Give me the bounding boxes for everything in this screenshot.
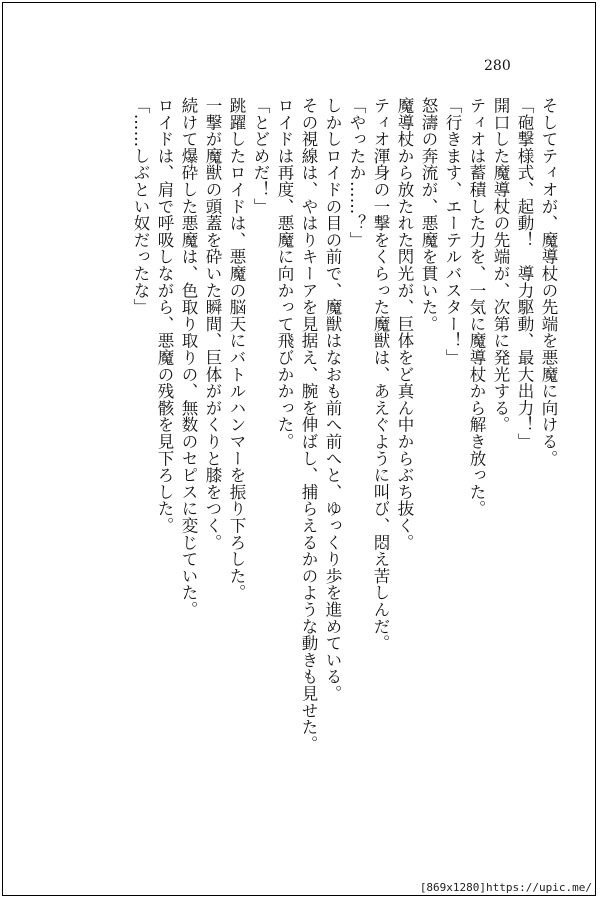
text-line: 続けて爆砕した悪魔は、色取り取りの、無数のセピスに変じていた。: [179, 97, 198, 618]
text-line: ティオ渾身の一撃をくらった魔獣は、あえぐように叫び、悶え苦しんだ。: [371, 97, 390, 652]
text-line: その視線は、やはりキーアを見据え、腕を伸ばし、捕らえるかのような動きも見せた。: [299, 97, 318, 753]
novel-text-body: [0, 97, 560, 827]
text-line: 跳躍したロイドは、悪魔の脳天にバトルハンマーを振り下ろした。: [227, 97, 246, 601]
text-line: 魔導杖から放たれた閃光が、巨体をど真ん中からぶち抜く。: [395, 97, 414, 551]
text-line: そしてティオが、魔導杖の先端を悪魔に向ける。: [539, 97, 558, 467]
text-line: 「やったか……？」: [347, 97, 366, 249]
text-line: しかしロイドの目の前で、魔獣はなおも前へ前へと、ゆっくり歩を進めている。: [323, 97, 342, 702]
page-number: 280: [484, 58, 511, 74]
text-line: 一撃が魔獣の頭蓋を砕いた瞬間、巨体ががくりと膝をつく。: [203, 97, 222, 551]
text-line: 「行きます、エーテルバスター！」: [443, 97, 462, 366]
text-line: 「とどめだ！」: [251, 97, 270, 215]
text-line: 怒濤の奔流が、悪魔を貫いた。: [419, 97, 438, 333]
text-line: ロイドは、肩で呼吸しながら、悪魔の残骸を見下ろした。: [155, 97, 174, 534]
text-line: ロイドは再度、悪魔に向かって飛びかかった。: [275, 97, 294, 450]
text-line: 「砲撃様式、起動！ 導力駆動、最大出力！」: [515, 97, 534, 450]
text-line: ティオは蓄積した力を、一気に魔導杖から解き放った。: [467, 97, 486, 517]
image-source-footer: [869x1280]https://upic.me/: [419, 881, 592, 894]
text-line: 開口した魔導杖の先端が、次第に発光する。: [491, 97, 510, 433]
text-line: 「……しぶとい奴だったな」: [131, 97, 150, 316]
